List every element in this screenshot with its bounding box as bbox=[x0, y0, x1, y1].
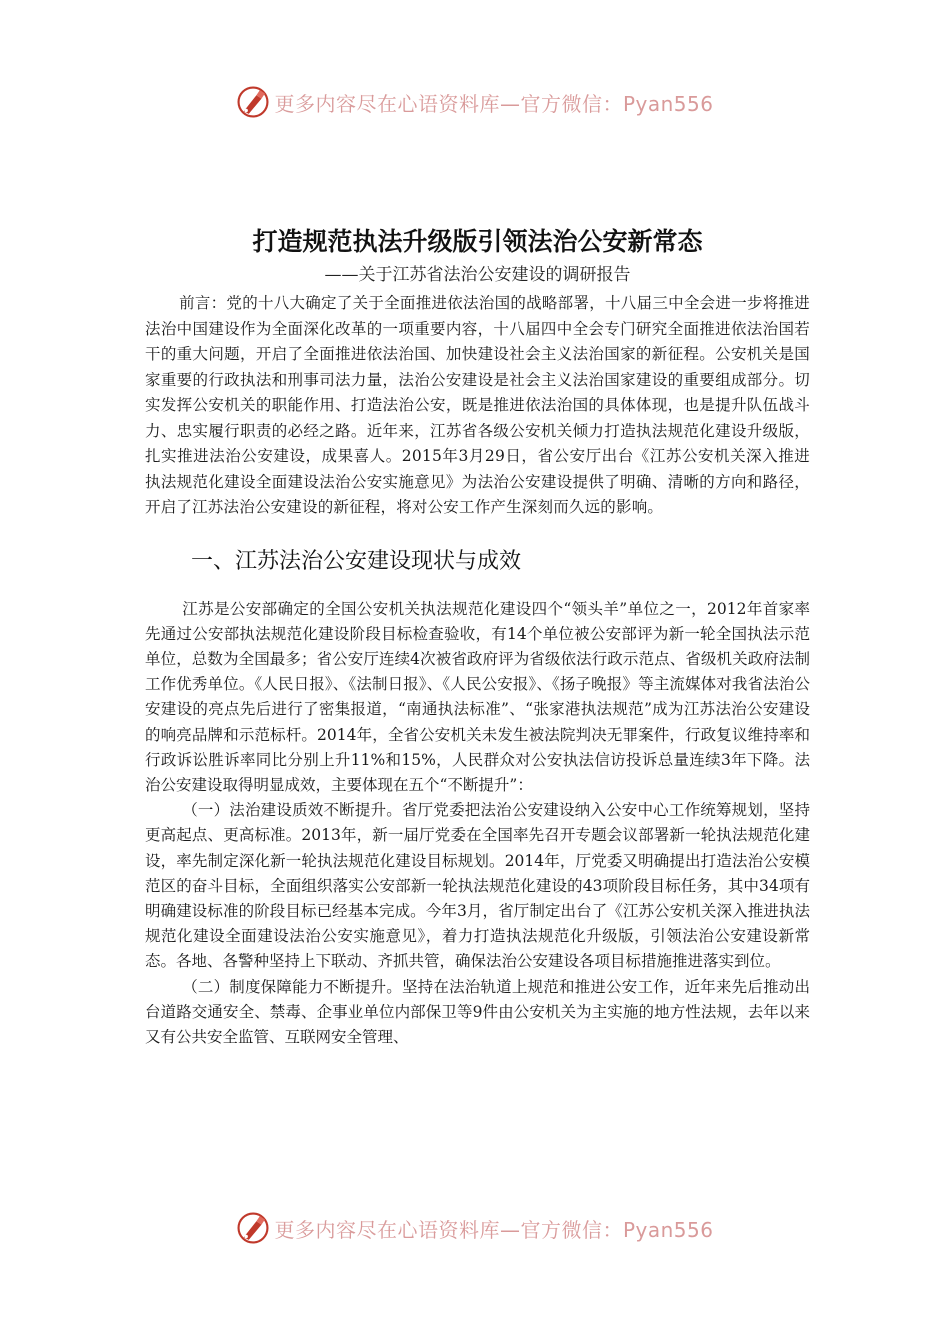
pen-nib-logo-icon bbox=[236, 85, 270, 119]
document-title: 打造规范执法升级版引领法治公安新常态 bbox=[252, 227, 703, 256]
header-banner bbox=[0, 82, 950, 122]
preface-paragraph: 前言：党的十八大确定了关于全面推进依法治国的战略部署，十八届三中全会进一步将推进法治中国建设作为全面深化改革的一项重要内容，十八届四中全会专门研究全面推进依法治国若干的重大问题，开启了全面推进依法治国、加快建设社会主义法治国家的新征程。公安机关是国家重要的行政执法和刑事司法力量，法治公安建设是社会主义法治国家建设的重要组成部分。切实发挥公安机关的职能作用、打造法治公安，既是推进依法治国的具体体现，也是提升队伍战斗力、忠实履行职责的必经之路。近年来，江苏省各级公安机关倾力打造执法规范化建设升级版，扎实推进法治公安建设，成果喜人。2015年3月29日，省公安厅出台《江苏公安机关深入推进执法规范化建设全面建设法治公安实施意见》为法治公安建设提供了明确、清晰的方向和路径，开启了江苏法治公安建设的新征程，将对公安工作产生深刻而久远的影响。 bbox=[145, 294, 810, 516]
body-paragraph: （二）制度保障能力不断提升。坚持在法治轨道上规范和推进公安工作，近年来先后推动出台道路交通安全、禁毒、企事业单位内部保卫等9件由公安机关为主实施的地方性法规，去年以来又有公共安全监管、互联网安全管理、 bbox=[145, 977, 810, 1046]
document-body bbox=[145, 225, 810, 1050]
footer-banner bbox=[0, 1208, 950, 1248]
section-heading: 一、江苏法治公安建设现状与成效 bbox=[191, 548, 522, 574]
body-paragraph: 江苏是公安部确定的全国公安机关执法规范化建设四个“领头羊”单位之一，2012年首家率先通过公安部执法规范化建设阶段目标检查验收，有14个单位被公安部评为新一轮全国执法示范单位，总数为全国最多；省公安厅连续4次被省政府评为省级依法行政示范点、省级机关政府法制工作优秀单位。《人民日报》、《法制日报》、《人民公安报》、《扬子晚报》等主流媒体对我省法治公安建设的亮点先后进行了密集报道，“南通执法标准”、“张家港执法规范”成为江苏法治公安建设的响亮品牌和示范标杆。2014年，全省公安机关未发生被法院判决无罪案件，行政复议维持率和行政诉讼胜诉率同比分别上升11%和15%，人民群众对公安执法信访投诉总量连续3年下降。法治公安建设取得明显成效，主要体现在五个“不断提升”： bbox=[145, 599, 810, 794]
banner-text: 更多内容尽在心语资料库—官方微信：Pyan556 bbox=[274, 91, 714, 116]
document-subtitle: ——关于江苏省法治公安建设的调研报告 bbox=[324, 265, 631, 285]
banner-text: 更多内容尽在心语资料库—官方微信：Pyan556 bbox=[274, 1217, 714, 1242]
pen-nib-logo-icon bbox=[236, 1211, 270, 1245]
body-paragraph: （一）法治建设质效不断提升。省厅党委把法治公安建设纳入公安中心工作统筹规划，坚持更高起点、更高标准。2013年，新一届厅党委在全国率先召开专题会议部署新一轮执法规范化建设，率先制定深化新一轮执法规范化建设目标规划。2014年，厅党委又明确提出打造法治公安模范区的奋斗目标，全面组织落实公安部新一轮执法规范化建设的43项阶段目标任务，其中34项有明确建设标准的阶段目标已经基本完成。今年3月，省厅制定出台了《江苏公安机关深入推进执法规范化建设全面建设法治公安实施意见》，着力打造执法规范化升级版，引领法治公安建设新常态。各地、各警种坚持上下联动、齐抓共管，确保法治公安建设各项目标措施推进落实到位。 bbox=[145, 801, 810, 971]
